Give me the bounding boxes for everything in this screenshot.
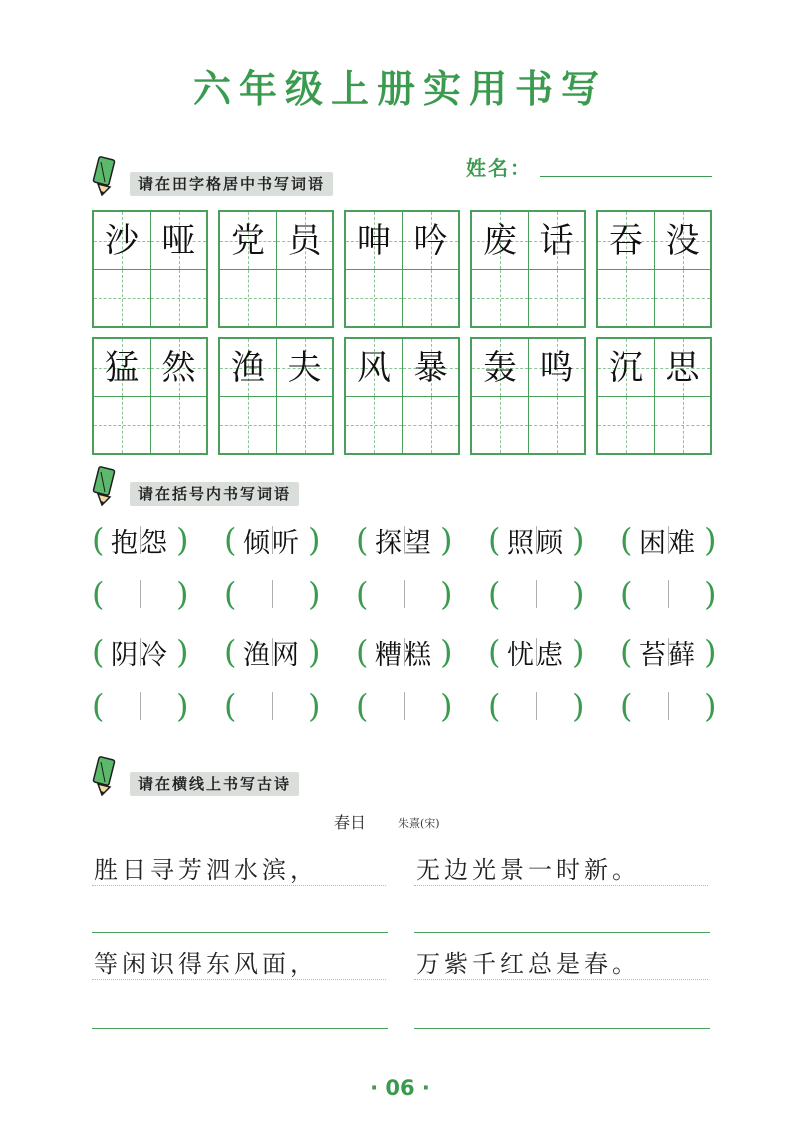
character-cell [276, 212, 332, 269]
bracket-word [356, 518, 452, 562]
character-cell [346, 212, 402, 269]
close-paren: ) [572, 687, 585, 725]
open-paren: ( [224, 521, 237, 559]
character-cell [598, 339, 654, 396]
bracket-row-blank [92, 572, 716, 616]
bracket-word-text: 探望 [375, 527, 433, 559]
bracket-word [620, 630, 716, 674]
open-paren: ( [620, 687, 633, 725]
close-paren: ) [308, 687, 321, 725]
close-paren: ) [704, 521, 717, 559]
writing-cell[interactable] [346, 269, 402, 326]
bracket-word [92, 630, 188, 674]
bracket-word-text: 苔藓 [639, 639, 697, 671]
character-cell [528, 212, 584, 269]
poem-title: 春日 [334, 813, 367, 832]
bracket-row-words [92, 518, 716, 562]
close-paren: ) [308, 575, 321, 613]
model-character: 呻 [357, 220, 391, 261]
name-label: 姓名： [466, 156, 532, 180]
poem-line [414, 940, 708, 980]
close-paren: ) [440, 521, 453, 559]
close-paren: ) [440, 633, 453, 671]
grid-row [92, 337, 714, 455]
close-paren: ) [176, 687, 189, 725]
bracket-word [488, 518, 584, 562]
tianzige-word-box [218, 337, 334, 455]
open-paren: ( [620, 633, 633, 671]
bracket-word-text: 阴冷 [111, 639, 169, 671]
model-character: 沉 [609, 347, 643, 388]
close-paren: ) [704, 687, 717, 725]
writing-cell[interactable] [598, 269, 654, 326]
tianzige-word-box [344, 210, 460, 328]
close-paren: ) [440, 687, 453, 725]
bracket-row-words [92, 630, 716, 674]
open-paren: ( [620, 521, 633, 559]
writing-cell[interactable] [472, 269, 528, 326]
character-cell [472, 339, 528, 396]
poem-line-text: 无边光景一时新。 [416, 856, 640, 884]
open-paren: ( [488, 633, 501, 671]
name-write-line[interactable] [540, 176, 712, 177]
model-character: 沙 [105, 220, 139, 261]
poem-line [92, 846, 386, 886]
writing-cell[interactable] [402, 396, 458, 453]
bracket-blank[interactable] [92, 572, 188, 616]
bracket-word-text: 照顾 [507, 527, 565, 559]
bracket-divider [140, 580, 141, 608]
character-cell [402, 339, 458, 396]
open-paren: ( [356, 575, 369, 613]
bracket-word-text: 困难 [639, 527, 697, 559]
close-paren: ) [308, 521, 321, 559]
model-character: 暴 [413, 347, 448, 388]
pencil-icon [92, 466, 118, 506]
bracket-word-text: 忧虑 [507, 639, 565, 671]
tianzige-word-box [92, 337, 208, 455]
character-cell [402, 212, 458, 269]
close-paren: ) [572, 521, 585, 559]
close-paren: ) [176, 575, 189, 613]
model-character: 渔 [231, 347, 265, 388]
bracket-divider [536, 580, 537, 608]
close-paren: ) [440, 575, 453, 613]
bracket-blank[interactable] [224, 684, 320, 728]
model-character: 猛 [105, 347, 139, 388]
model-character: 没 [665, 220, 700, 261]
character-cell [654, 212, 710, 269]
bracket-row-blank [92, 684, 716, 728]
poem-write-line[interactable] [92, 1028, 388, 1029]
bracket-word [92, 518, 188, 562]
poem-line-text: 等闲识得东风面， [94, 950, 318, 978]
name-field[interactable] [466, 152, 716, 182]
writing-cell[interactable] [220, 396, 276, 453]
pencil-icon [92, 156, 118, 196]
bracket-word-text: 渔网 [243, 639, 301, 671]
tianzige-word-box [218, 210, 334, 328]
character-cell [346, 339, 402, 396]
character-cell [94, 212, 150, 269]
character-cell [276, 339, 332, 396]
model-character: 党 [231, 220, 265, 261]
open-paren: ( [356, 521, 369, 559]
character-cell [472, 212, 528, 269]
writing-cell[interactable] [654, 396, 710, 453]
tianzige-word-box [92, 210, 208, 328]
poem-write-line[interactable] [414, 1028, 710, 1029]
close-paren: ) [704, 633, 717, 671]
poem-write-line[interactable] [414, 932, 710, 933]
model-character: 吞 [609, 220, 643, 261]
bracket-word-text: 抱怨 [111, 527, 169, 559]
close-paren: ) [308, 633, 321, 671]
bracket-divider [404, 580, 405, 608]
model-character: 夫 [287, 347, 322, 388]
writing-cell[interactable] [276, 269, 332, 326]
poem-line-text: 万紫千红总是春。 [416, 950, 640, 978]
open-paren: ( [356, 633, 369, 671]
bracket-divider [272, 692, 273, 720]
dotted-line [92, 979, 386, 980]
close-paren: ) [572, 575, 585, 613]
open-paren: ( [224, 633, 237, 671]
character-cell [94, 339, 150, 396]
poem-line [92, 940, 386, 980]
poem-line-text: 胜日寻芳泗水滨， [94, 856, 318, 884]
open-paren: ( [620, 575, 633, 613]
poem-author: 朱熹(宋) [398, 817, 440, 830]
character-cell [654, 339, 710, 396]
character-cell [528, 339, 584, 396]
bracket-word-text: 倾听 [243, 527, 301, 559]
bracket-divider [140, 692, 141, 720]
writing-cell[interactable] [472, 396, 528, 453]
bracket-blank[interactable] [356, 684, 452, 728]
model-character: 风 [357, 347, 391, 388]
dotted-line [92, 885, 386, 886]
bracket-word [224, 518, 320, 562]
tianzige-word-box [470, 337, 586, 455]
bracket-blank[interactable] [620, 572, 716, 616]
open-paren: ( [488, 521, 501, 559]
writing-cell[interactable] [654, 269, 710, 326]
bracket-word [224, 630, 320, 674]
section-label: 请在横线上书写古诗 [130, 772, 299, 796]
bracket-blank[interactable] [488, 572, 584, 616]
writing-cell[interactable] [150, 396, 206, 453]
open-paren: ( [92, 575, 105, 613]
character-cell [150, 339, 206, 396]
bracket-divider [668, 692, 669, 720]
writing-cell[interactable] [220, 269, 276, 326]
bracket-divider [668, 580, 669, 608]
writing-cell[interactable] [598, 396, 654, 453]
bracket-word-text: 糟糕 [375, 639, 433, 671]
open-paren: ( [92, 633, 105, 671]
model-character: 话 [539, 220, 574, 261]
bracket-divider [272, 580, 273, 608]
writing-cell[interactable] [346, 396, 402, 453]
open-paren: ( [92, 521, 105, 559]
character-cell [598, 212, 654, 269]
model-character: 哑 [161, 220, 196, 261]
bracket-word [488, 630, 584, 674]
tianzige-word-box [344, 337, 460, 455]
bracket-divider [404, 692, 405, 720]
section-label: 请在田字格居中书写词语 [130, 172, 333, 196]
close-paren: ) [176, 521, 189, 559]
page-title: 六年级上册实用书写 [192, 67, 607, 111]
bracket-blank[interactable] [224, 572, 320, 616]
bracket-word [356, 630, 452, 674]
model-character: 鸣 [539, 347, 574, 388]
open-paren: ( [224, 687, 237, 725]
character-cell [220, 339, 276, 396]
dotted-line [414, 885, 708, 886]
section-label: 请在括号内书写词语 [130, 482, 299, 506]
writing-cell[interactable] [150, 269, 206, 326]
close-paren: ) [572, 633, 585, 671]
model-character: 然 [161, 347, 196, 388]
close-paren: ) [176, 633, 189, 671]
bracket-word [620, 518, 716, 562]
tianzige-word-box [596, 337, 712, 455]
dotted-line [414, 979, 708, 980]
writing-cell[interactable] [528, 396, 584, 453]
model-character: 思 [665, 347, 700, 388]
character-cell [220, 212, 276, 269]
writing-cell[interactable] [402, 269, 458, 326]
model-character: 员 [287, 220, 322, 261]
open-paren: ( [488, 575, 501, 613]
pencil-icon [92, 756, 118, 796]
writing-cell[interactable] [276, 396, 332, 453]
writing-cell[interactable] [528, 269, 584, 326]
poem-write-line[interactable] [92, 932, 388, 933]
tianzige-word-box [470, 210, 586, 328]
writing-cell[interactable] [94, 396, 150, 453]
bracket-divider [536, 692, 537, 720]
model-character: 吟 [413, 220, 448, 261]
bracket-blank[interactable] [620, 684, 716, 728]
character-cell [150, 212, 206, 269]
poem-line [414, 846, 708, 886]
page-number: · 06 · [370, 1076, 430, 1100]
open-paren: ( [356, 687, 369, 725]
model-character: 轰 [483, 347, 517, 388]
bracket-blank[interactable] [92, 684, 188, 728]
writing-cell[interactable] [94, 269, 150, 326]
open-paren: ( [92, 687, 105, 725]
bracket-blank[interactable] [488, 684, 584, 728]
model-character: 废 [483, 220, 517, 261]
open-paren: ( [224, 575, 237, 613]
grid-row [92, 210, 714, 328]
bracket-blank[interactable] [356, 572, 452, 616]
open-paren: ( [488, 687, 501, 725]
close-paren: ) [704, 575, 717, 613]
tianzige-word-box [596, 210, 712, 328]
